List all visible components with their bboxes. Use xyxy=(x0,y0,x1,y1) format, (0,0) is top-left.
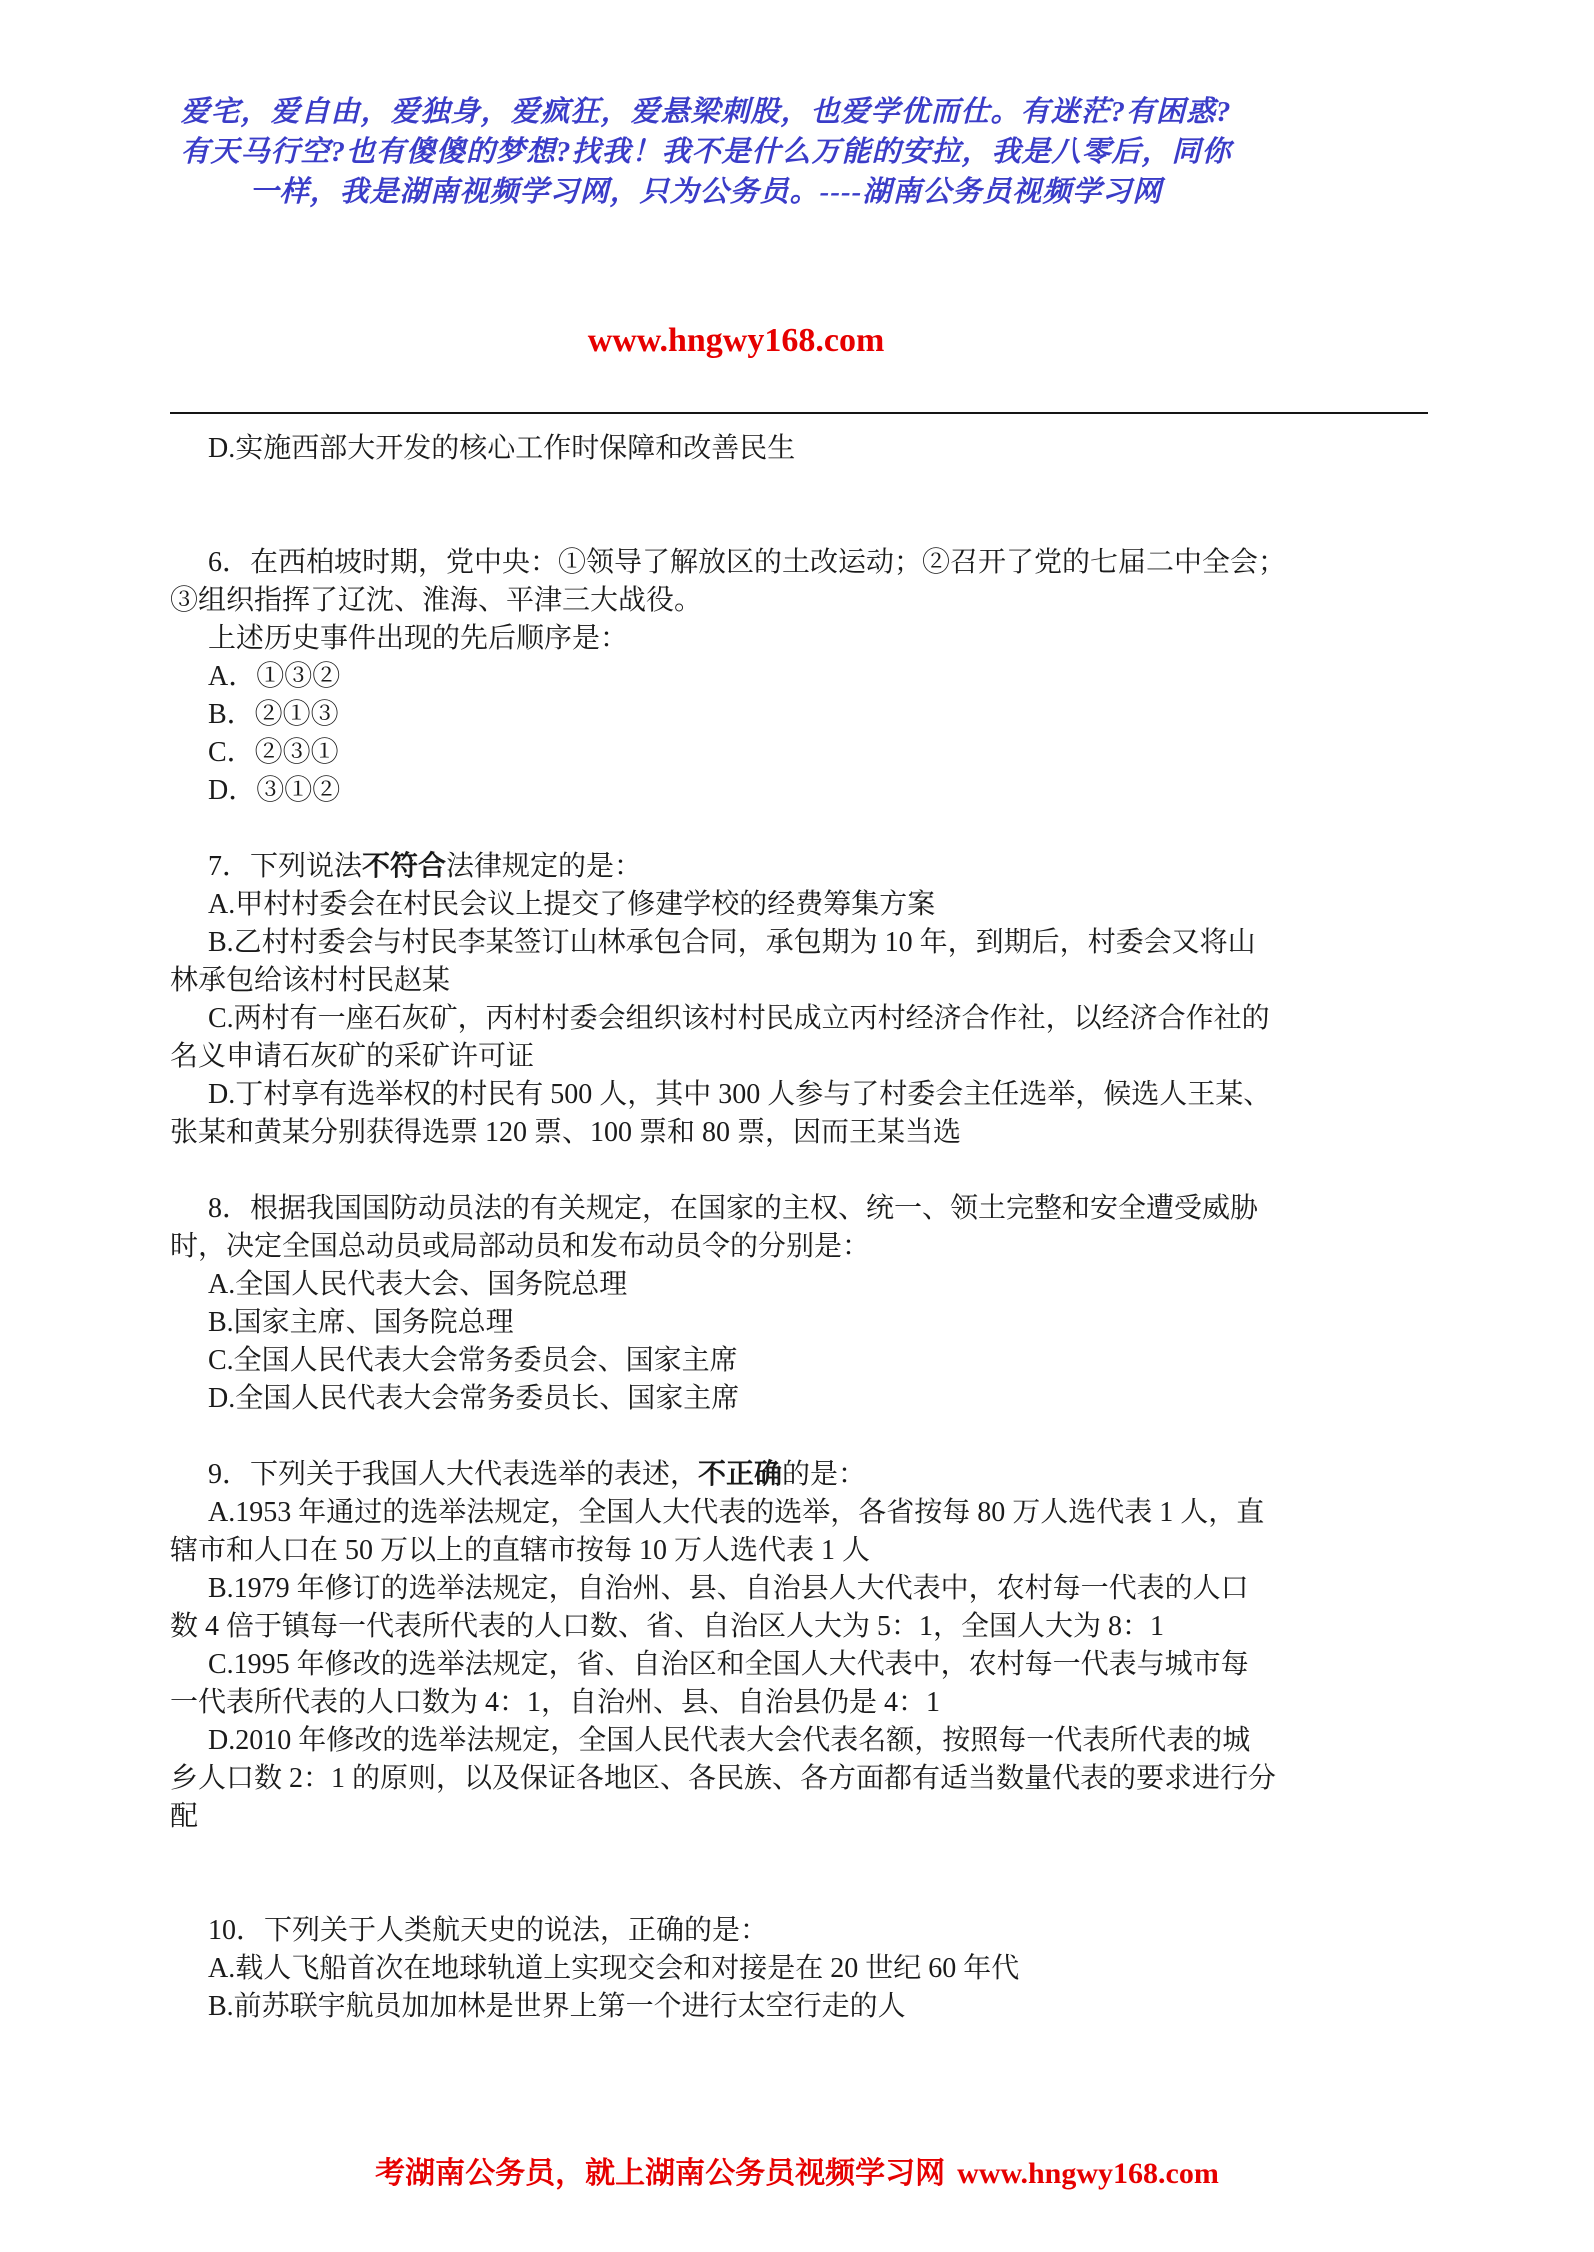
text-line: 辖市和人口在 50 万以上的直辖市按每 10 万人选代表 1 人 xyxy=(170,1535,871,1566)
header-url: www.hngwy168.com xyxy=(587,322,885,359)
text-line: A.甲村村委会在村民会议上提交了修建学校的经费筹集方案 xyxy=(208,889,936,920)
text-line: D.2010 年修改的选举法规定，全国人民代表大会代表名额，按照每一代表所代表的城 xyxy=(208,1725,1251,1756)
text-line: B.1979 年修订的选举法规定，自治州、县、自治县人大代表中，农村每一代表的人口 xyxy=(208,1573,1249,1604)
text-line: B.前苏联宇航员加加林是世界上第一个进行太空行走的人 xyxy=(208,1991,906,2022)
blank-line xyxy=(170,1152,1450,1190)
text-line: 10．下列关于人类航天史的说法，正确的是： xyxy=(208,1915,769,1946)
header-note-line: 爱宅，爱自由，爱独身，爱疯狂，爱悬梁刺股，也爱学优而仕。有迷茫?有困惑? xyxy=(180,96,1232,128)
text-line: A.全国人民代表大会、国务院总理 xyxy=(208,1269,628,1300)
footer-text: 考湖南公务员，就上湖南公务员视频学习网 xyxy=(375,2157,946,2190)
blank-line xyxy=(170,468,1450,506)
text-line: B．②①③ xyxy=(208,699,339,730)
text-line: A．①③② xyxy=(208,661,341,692)
text-line: 上述历史事件出现的先后顺序是： xyxy=(208,623,629,654)
text-line: 张某和黄某分别获得选票 120 票、100 票和 80 票，因而王某当选 xyxy=(170,1117,962,1148)
text-line: C.全国人民代表大会常务委员会、国家主席 xyxy=(208,1345,738,1376)
blank-line xyxy=(170,506,1450,544)
footer-url: www.hngwy168.com xyxy=(957,2157,1219,2190)
text-line: 数 4 倍于镇每一代表所代表的人口数、省、自治区人大为 5：1，全国人大为 8：1 xyxy=(170,1611,1165,1642)
text-line: D.丁村享有选举权的村民有 500 人，其中 300 人参与了村委会主任选举，候选人王某、 xyxy=(208,1079,1272,1110)
text-line: 9．下列关于我国人大代表选举的表述，不正确的是： xyxy=(208,1459,867,1490)
text-line: 7．下列说法不符合法律规定的是： xyxy=(208,851,643,882)
text-line: D.实施西部大开发的核心工作时保障和改善民生 xyxy=(208,433,796,464)
text-line: 配 xyxy=(170,1801,199,1832)
exam-body xyxy=(170,430,1450,2026)
text-line: C．②③① xyxy=(208,737,339,768)
blank-line xyxy=(170,1874,1450,1912)
text-line: B.乙村村委会与村民李某签订山林承包合同，承包期为 10 年，到期后，村委会又将山 xyxy=(208,927,1256,958)
text-line: D．③①② xyxy=(208,775,341,806)
header-note xyxy=(176,0,1236,212)
blank-line xyxy=(170,1418,1450,1456)
text-line: B.国家主席、国务院总理 xyxy=(208,1307,514,1338)
text-line: 林承包给该村村民赵某 xyxy=(170,965,451,996)
blank-line xyxy=(170,810,1450,848)
blank-line xyxy=(170,1836,1450,1874)
text-line: ③组织指挥了辽沈、淮海、平津三大战役。 xyxy=(170,585,703,616)
text-line: 时，决定全国总动员或局部动员和发布动员令的分别是： xyxy=(170,1231,871,1262)
text-line: 名义申请石灰矿的采矿许可证 xyxy=(170,1041,535,1072)
text-line: 乡人口数 2：1 的原则，以及保证各地区、各民族、各方面都有适当数量代表的要求进行分 xyxy=(170,1763,1277,1794)
text-line: 8．根据我国国防动员法的有关规定，在国家的主权、统一、领土完整和安全遭受威胁 xyxy=(208,1193,1259,1224)
text-line: D.全国人民代表大会常务委员长、国家主席 xyxy=(208,1383,740,1414)
header-divider xyxy=(170,412,1428,414)
text-line: 6．在西柏坡时期，党中央：①领导了解放区的土改运动；②召开了党的七届二中全会； xyxy=(208,547,1287,578)
text-line: C.两村有一座石灰矿，丙村村委会组织该村村民成立丙村经济合作社，以经济合作社的 xyxy=(208,1003,1270,1034)
text-line: A.载人飞船首次在地球轨道上实现交会和对接是在 20 世纪 60 年代 xyxy=(208,1953,1020,1984)
text-line: A.1953 年通过的选举法规定，全国人大代表的选举，各省按每 80 万人选代表 1 人，直 xyxy=(208,1497,1265,1528)
footer xyxy=(0,2154,1594,2194)
header-note-line: 有天马行空?也有傻傻的梦想?找我！我不是什么万能的安拉，我是八零后，同你 xyxy=(180,136,1232,168)
header-note-line: 一样，我是湖南视频学习网，只为公务员。----湖南公务员视频学习网 xyxy=(249,176,1163,208)
text-line: 一代表所代表的人口数为 4：1，自治州、县、自治县仍是 4：1 xyxy=(170,1687,941,1718)
text-line: C.1995 年修改的选举法规定，省、自治区和全国人大代表中，农村每一代表与城市每 xyxy=(208,1649,1249,1680)
